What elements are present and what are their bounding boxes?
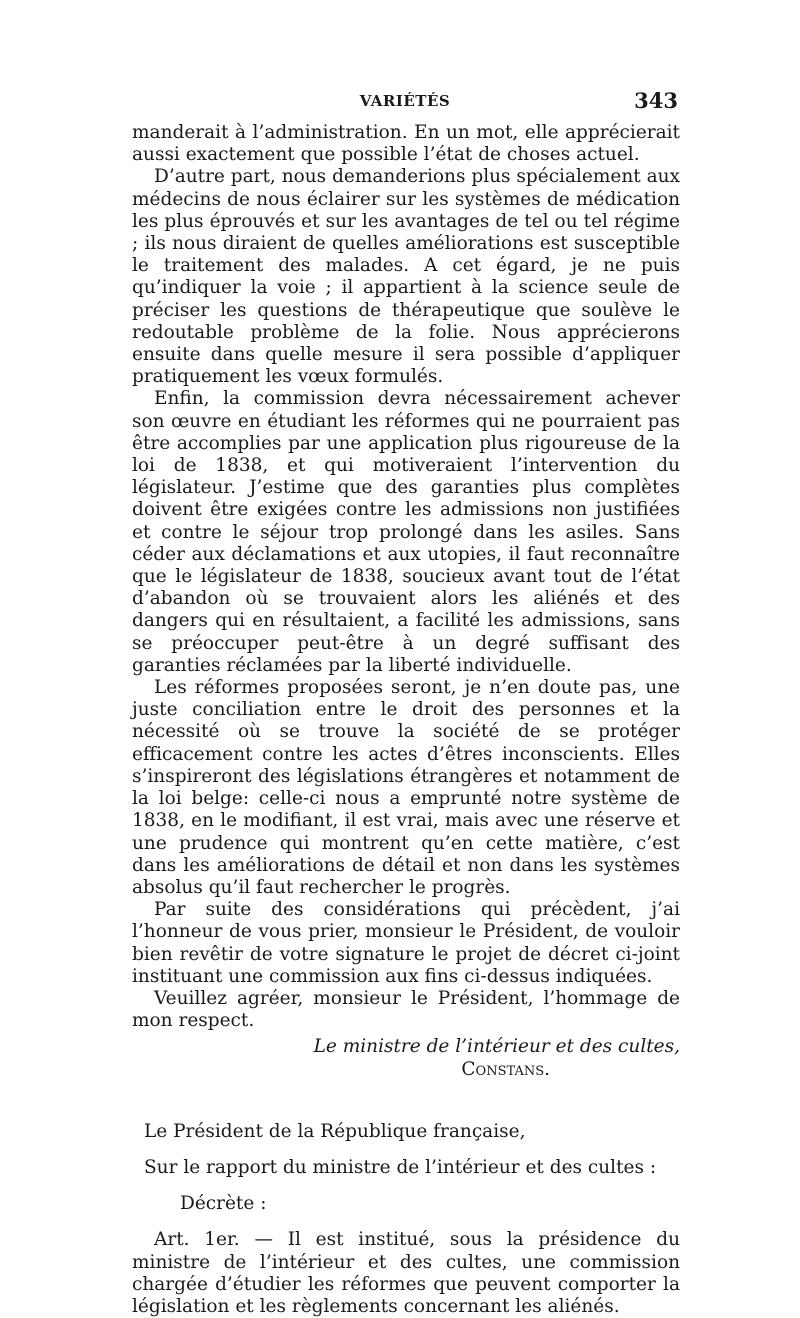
signature-role: Le ministre de l’intérieur et des cultes, xyxy=(313,1036,680,1058)
paragraph-continuation: manderait à l’administration. En un mot, elle apprécierait aussi exactement que possible l’état de choses actuel. xyxy=(132,122,680,166)
decree-report: Sur le rapport du ministre de l’intérieur et des cultes : xyxy=(144,1156,657,1178)
page-body xyxy=(132,122,680,1318)
paragraph-commission: Enfin, la commission devra nécessairement achever son œuvre en étudiant les réformes qui ne pourraient pas être accomplies par une application plus rigoureuse de la loi de 1838, et qui motiveraient l’intervention du législateur. J’estime que des garanties plus complètes doivent être exigées contre les admissions non justifiées et contre le séjour trop prolongé dans les asiles. Sans céder aux déclamations et aux utopies, il faut reconnaître que le législateur de 1838, soucieux avant tout de l’état d’abandon où se trouvaient alors les aliénés et des dangers qui en résultaient, a facilité les admissions, sans se préoccuper peut-être à un degré suffisant des garanties réclamées par la liberté individuelle. xyxy=(132,388,680,676)
decree-decrees: Décrète : xyxy=(180,1193,267,1215)
signature-block xyxy=(132,1036,680,1080)
decree-separator xyxy=(132,1081,680,1121)
paragraph-considerations: Par suite des considérations qui précèdent, j’ai l’honneur de vous prier, monsieur le Président, de vouloir bien revêtir de votre signature le projet de décret ci-joint instituant une commission aux fins ci-dessus indiquées. xyxy=(132,899,680,987)
page-number: 343 xyxy=(634,88,678,113)
signature-name: Constans. xyxy=(461,1058,550,1080)
paragraph-medecins: D’autre part, nous demanderions plus spécialement aux médecins de nous éclairer sur les systèmes de médication les plus éprouvés et sur les avantages de tel ou tel régime ; ils nous diraient de quelles améliorations est susceptible le traitement des malades. A cet égard, je ne puis qu’indiquer la voie ; il appartient à la science seule de préciser les questions de thérapeutique que soulève le redoutable problème de la folie. Nous apprécierons ensuite dans quelle mesure il sera possible d’appliquer pratiquement les vœux formulés. xyxy=(132,166,680,388)
paragraph-reformes: Les réformes proposées seront, je n’en doute pas, une juste conciliation entre le droit des personnes et la nécessité où se trouve la société de se protéger efficacement contre les actes d’êtres inconscients. Elles s’inspireront des législations étrangères et notamment de la loi belge: celle-ci nous a emprunté notre système de 1838, en le modifiant, il est vrai, mais avec une réserve et une prudence qui montrent qu’en cette matière, c’est dans les améliorations de détail et non dans les systèmes absolus qu’il faut rechercher le progrès. xyxy=(132,677,680,898)
section-title: VARIÉTÉS xyxy=(359,92,451,110)
decree-preamble: Le Président de la République française, xyxy=(144,1120,526,1142)
running-head xyxy=(132,88,678,116)
paragraph-salutation: Veuillez agréer, monsieur le Président, l’hommage de mon respect. xyxy=(132,987,680,1032)
decree-article-1: Art. 1er. — Il est institué, sous la présidence du ministre de l’intérieur et des cultes, une commission chargée d’étudier les réformes que peuvent comporter la législation et les règlements concernant les aliénés. xyxy=(132,1229,680,1317)
